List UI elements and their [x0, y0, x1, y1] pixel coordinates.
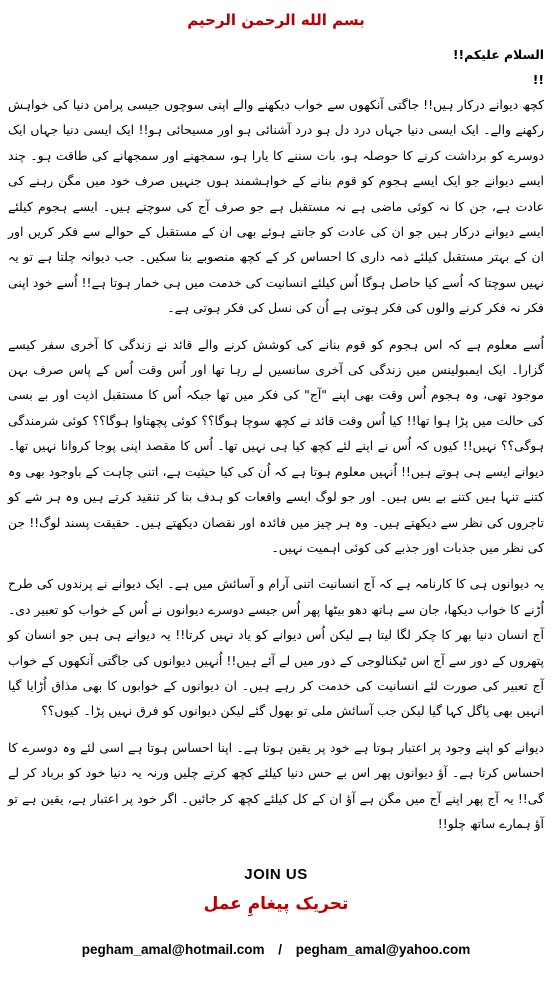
join-us-title: JOIN US	[244, 866, 308, 883]
paragraph-3: یہ دیوانوں ہی کا کارنامہ ہے کہ آج انسانیت اتنی آرام و آسائش میں ہے۔ ایک دیوانے نے پرندوں کی طرح اُڑنے کا خواب دیکھا، جان سے ہاتھ دھو بیٹھا پھر اُس جیسے دوسرے دیوانوں نے اُس کے خواب کو تعبیر دی۔ آج انسان دنیا بھر کا چکر لگا لیتا ہے لیکن اُس دیوانے کو یاد نہیں کرتا!! یہ دیوانے ہی ہیں جو انسان کو پتھروں کے دور سے آج اس ٹیکنالوجی کے دور میں لے آئے ہیں!! اُنہیں دیوانوں کی جاگتی آنکھوں کے خواب آج تعبیر کی صورت لئے انسانیت کی خدمت کر رہے ہیں۔ ان دیوانوں کے خوابوں کا بھی مذاق اُڑایا گیا انہیں بھی پاگل کہا گیا لیکن جب آسائش ملی تو بھول گئے لیکن دیوانوں کو فرق نہیں پڑا۔ کیوں؟؟	[8, 576, 544, 719]
email-hotmail: pegham_amal@hotmail.com	[81, 942, 265, 957]
paragraph-4: دیوانے کو اپنے وجود پر اعتبار ہوتا ہے خود پر یقین ہوتا ہے۔ اپنا احساس ہوتا ہے اسی لئے وہ دوسرے کا احساس کرتا ہے۔ آؤ دیوانوں پھر اس بے حس دنیا کیلئے کچھ کرتے چلیں ورنہ یہ دنیا خود کو برباد کر لے گی!! یہ آج پھر اپنے آج میں مگن ہے آؤ ان کے کل کیلئے کچھ کر جائیں۔ اگر خود پر اعتبار ہے، یقین ہے تو آؤ ہمارے ساتھ چلو!!	[8, 739, 544, 831]
bismillah-heading: بسم الله الرحمن الرحیم	[187, 11, 365, 29]
organization-name: تحریک پیغامِ عمل	[203, 894, 349, 914]
salutation: !!	[532, 72, 544, 87]
paragraph-2: اُسے معلوم ہے کہ اس ہجوم کو قوم بنانے کی کوشش کرنے والے قائد نے زندگی کا آخری سفر کیسے گزارا۔ ایک ایمبولینس میں زندگی کی آخری سانسیں لے رہا تھا اور اُس وقت اُس کے پاس صرف بہن موجود تھی، وہ ہجوم اُس وقت بھی اپنے "آج" کی فکر میں تھا جبکہ اُس کا مستقبل اذیت اور بے بسی کی حالت میں پڑا ہوا تھا!! کیا اُس وقت قائد نے کچھ سوچا ہوگا؟؟ کوئی پچھتاوا ہوگا؟؟ کوئی شرمندگی ہوگی؟؟ نہیں!! کیوں کہ اُس نے اپنے لئے کچھ کیا ہی نہیں تھا۔ اُس کا مقصد اپنی پوجا کروانا نہیں تھا۔ دیوانے ایسے ہی ہوتے ہیں!! اُنہیں معلوم ہوتا ہے کہ اُن کی کیا حیثیت ہے، اتنی چاہت کے باوجود بھی وہ کتنے تنہا ہیں کتنے بے بس ہیں۔ اور جو لوگ ایسے واقعات کو ہدف بنا کر تنقید کرتے ہیں وہ ہر شے کو تاجروں کی نظر سے دیکھتے ہیں۔ وہ ہر چیز میں فائدہ اور نقصان دیکھتے ہیں۔ حقیقت پسند لوگ!! جن کی نظر میں جذبات اور جذبے کی کوئی اہمیت نہیں۔	[8, 336, 544, 555]
greeting: السلام علیکم!!	[452, 47, 544, 62]
contact-emails	[0, 942, 552, 957]
paragraph-1: کچھ دیوانے درکار ہیں!! جاگتی آنکھوں سے خواب دیکھنے والے اپنی سوچوں جیسی پرامن دنیا کی خواہش رکھنے والے۔ ایک ایسی دنیا جہاں درد دل ہو درد آشنائی ہو اور مسیحائی ہو!! ایک ایسی دنیا جہاں ایک دوسرے کو برداشت کرنے کا حوصلہ ہو، بات سننے کا یارا ہو، سمجھنے اور سمجھانے کی طاقت ہو۔ چند ایسے دیوانے جو ایک ایسے ہجوم کو قوم بنانے کے خواہشمند ہوں جنہیں صرف خود میں مگن رہنے کی عادت ہے، جن کا نہ کوئی ماضی ہے نہ مستقبل ہے جو صرف آج کی سوچتے ہیں۔ ایسے ہجوم کیلئے ایسے دیوانے درکار ہیں جو ان کی عادت کو جانتے ہوئے بھی ان کے مستقبل کے حوالے سے فکر کریں اور ان کے بہتر مستقبل کیلئے ذمہ داری کا احساس کر کے کچھ منصوبے بنا سکیں۔ جب دیوانہ چلتا ہے تو یہ نہیں سوچتا کہ اُسے کیا حاصل ہوگا اُس کیلئے انسانیت کی خدمت میں ہی خمار ہوتا ہے!! اُسے خود اپنی فکر نہ فکر کرنے والوں کی فکر ہوتی ہے اُن کی نسل کی فکر ہوتی ہے۔	[8, 97, 544, 316]
email-separator: /	[278, 942, 282, 957]
email-yahoo: pegham_amal@yahoo.com	[295, 942, 471, 957]
footer	[0, 866, 552, 957]
